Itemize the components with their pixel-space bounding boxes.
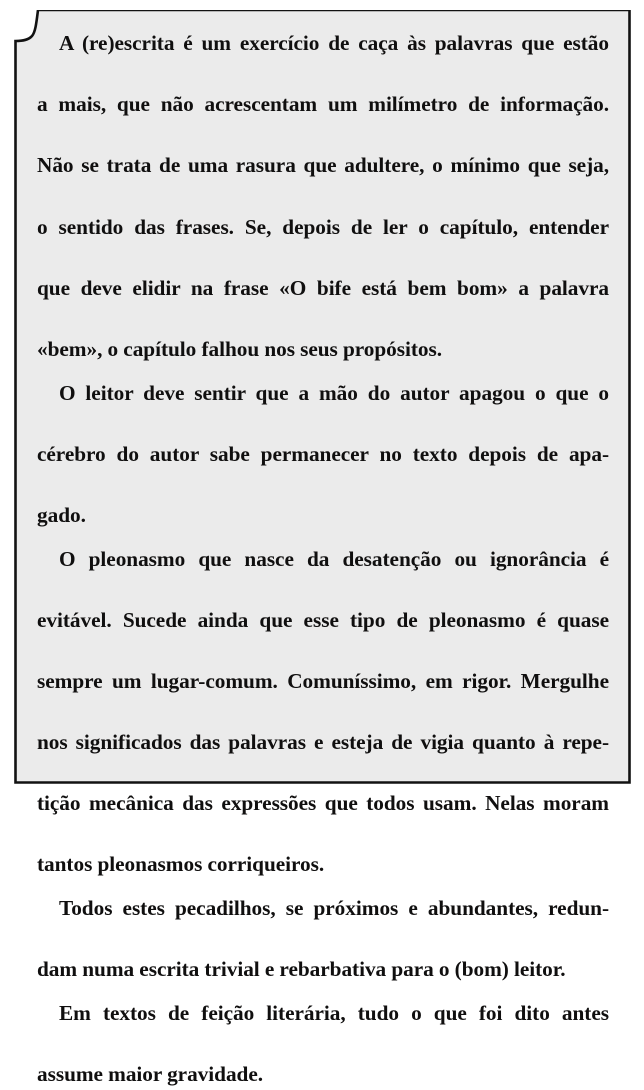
paragraph-3 [37, 544, 609, 881]
paragraph-5 [37, 998, 609, 1090]
text-callout-box [14, 10, 631, 1086]
text-line: evitável. Sucede ainda que esse tipo de pleonasmo é quase [37, 607, 609, 632]
text-line: assume maior gravidade. [37, 1062, 264, 1086]
text-line: cérebro do autor sabe permanecer no texto depois de apa- [37, 441, 609, 466]
paragraph-4 [37, 893, 609, 985]
article-text [37, 28, 609, 1090]
text-line: nos significados das palavras e esteja de vigia quanto à repe- [37, 730, 609, 755]
text-line: dam numa escrita trivial e rebarbativa para o (bom) leitor. [37, 957, 566, 982]
text-line: a mais, que não acrescentam um milímetro de informação. [37, 92, 609, 117]
text-line: O leitor deve sentir que a mão do autor apagou o que o [59, 380, 609, 405]
text-line: A (re)escrita é um exercício de caça às palavras que estão [59, 31, 609, 55]
text-line: O pleonasmo que nasce da desatenção ou ignorância é [59, 546, 609, 571]
text-line: o sentido das frases. Se, depois de ler o capítulo, entender [37, 214, 609, 239]
text-line: que deve elidir na frase «O bife está bem bom» a palavra [37, 275, 609, 300]
text-line: tição mecânica das expressões que todos usam. Nelas moram [37, 791, 609, 816]
text-line: «bem», o capítulo falhou nos seus propósitos. [37, 336, 443, 361]
text-line: Não se trata de uma rasura que adultere, o mínimo que seja, [37, 153, 609, 178]
text-line: tantos pleonasmos corriqueiros. [37, 852, 325, 877]
paragraph-1 [37, 28, 609, 365]
text-line: gado. [37, 502, 86, 527]
text-line: Todos estes pecadilhos, se próximos e abundantes, redun- [59, 896, 609, 921]
paragraph-2 [37, 378, 609, 531]
text-line: sempre um lugar-comum. Comuníssimo, em rigor. Mergulhe [37, 668, 609, 693]
text-line: Em textos de feição literária, tudo o que foi dito antes [59, 1000, 609, 1025]
